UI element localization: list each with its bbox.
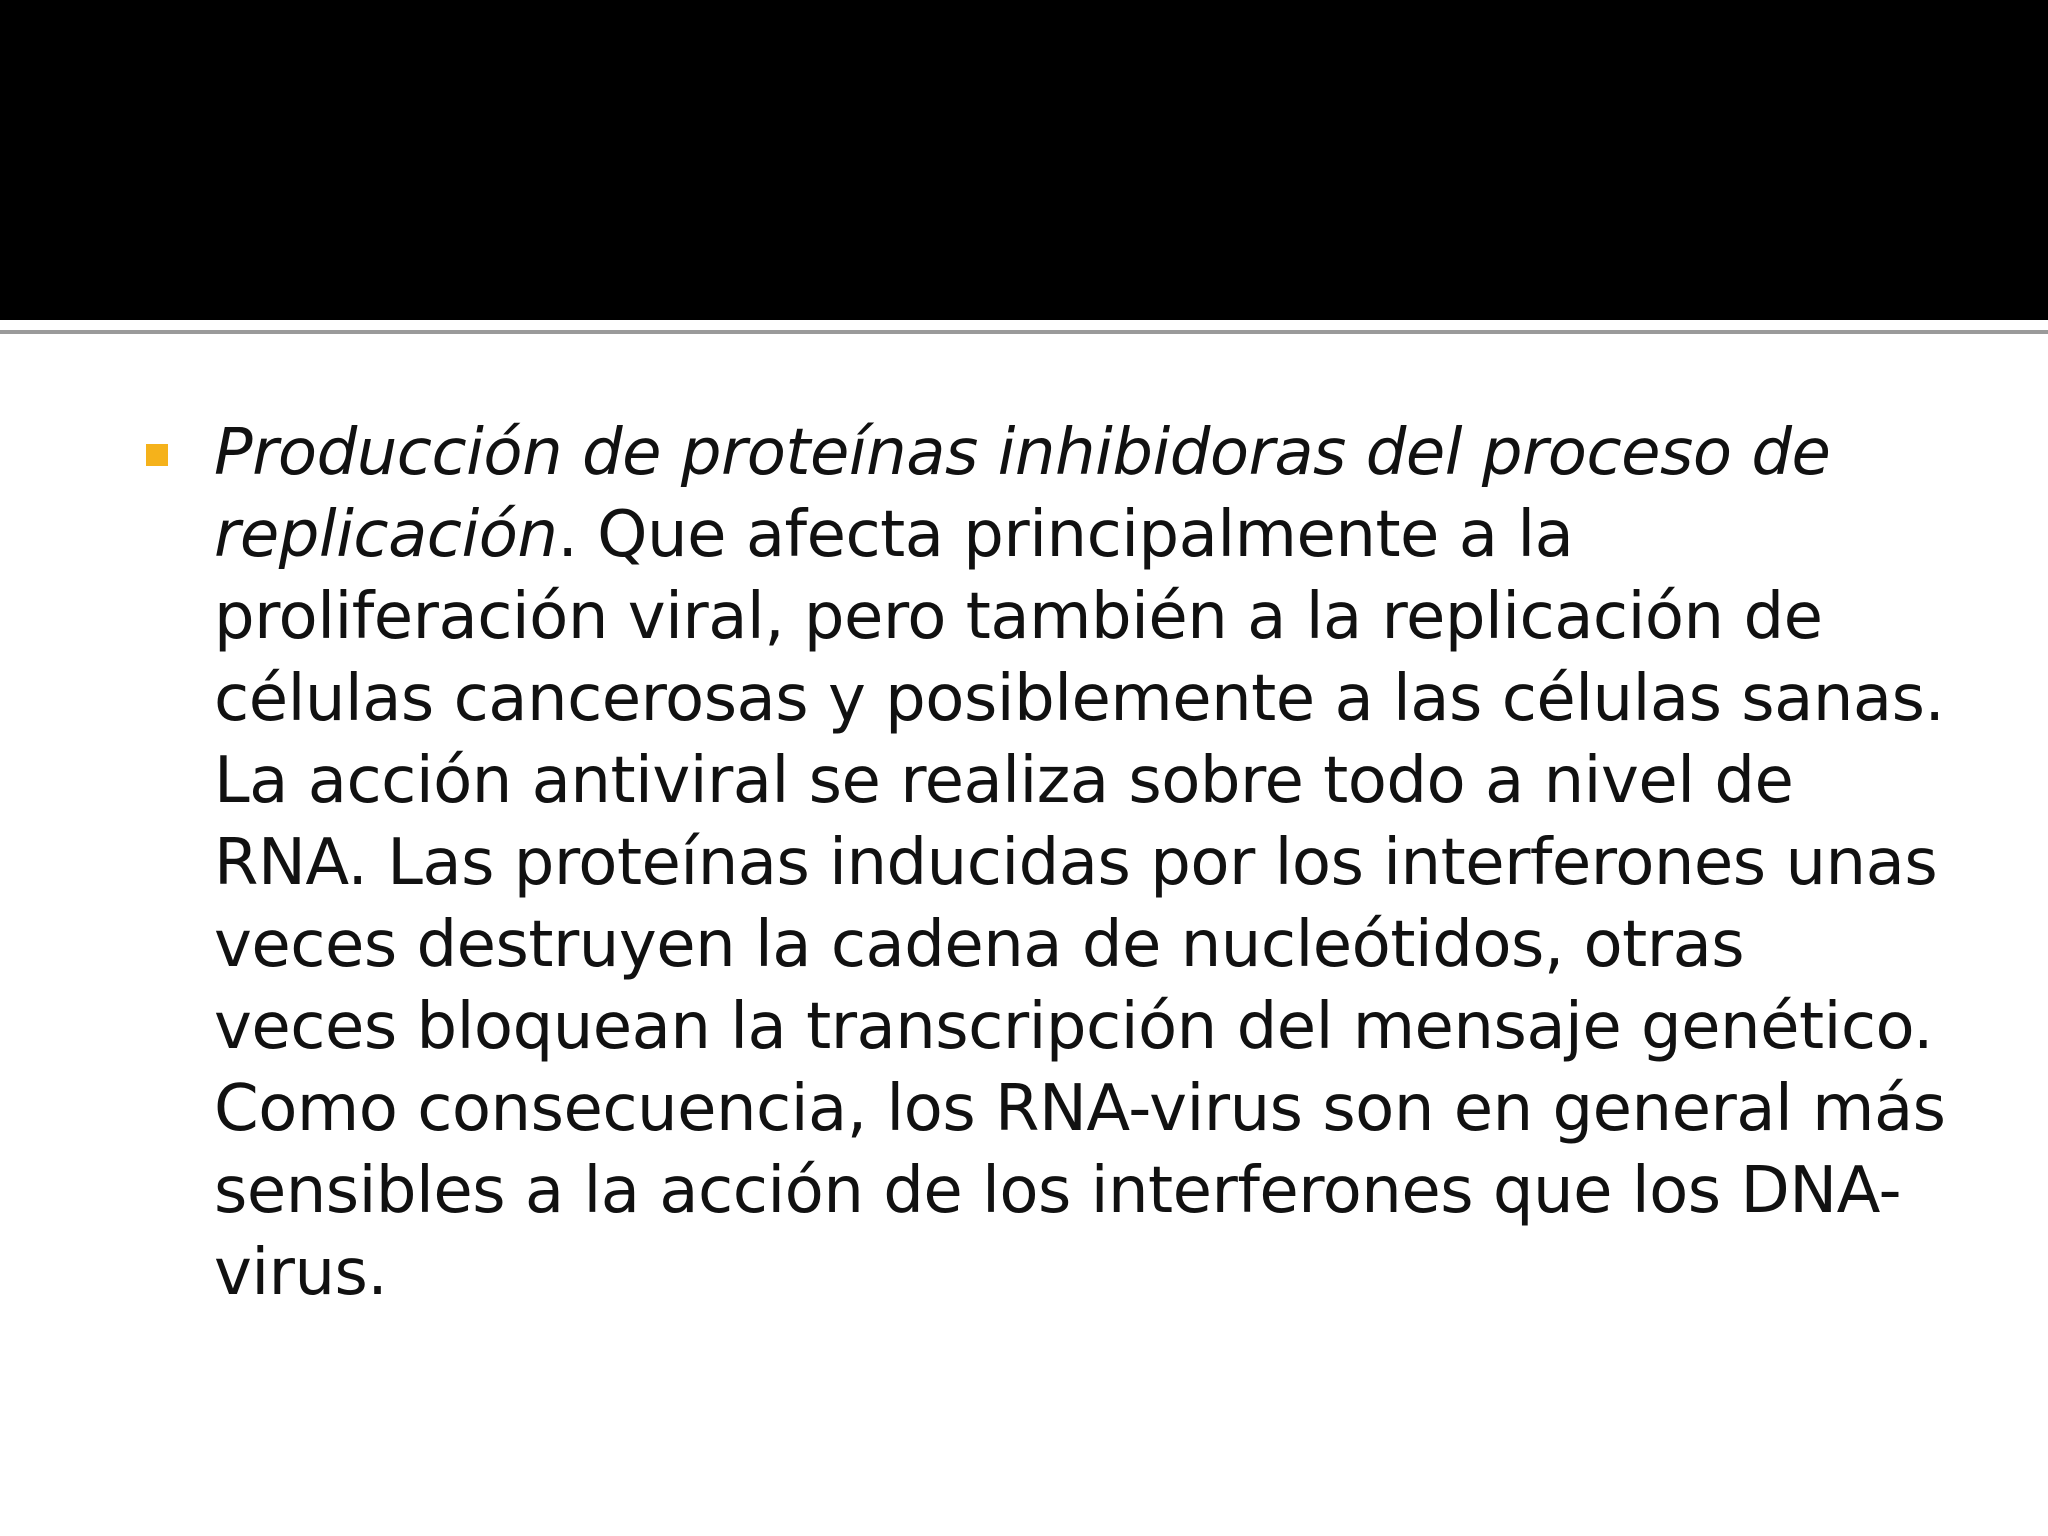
title-band [0, 0, 2048, 320]
bullet-lead-text: Producción de proteínas inhibidoras del proceso de replicación [214, 416, 1831, 572]
bullet-item [146, 412, 1946, 1314]
title-divider [0, 330, 2048, 334]
bullet-body-text: . Que afecta principalmente a la proliferación viral, pero también a la replicación de células cancerosas y posiblemente a las células sanas. La acción antiviral se realiza sobre todo a nivel de RNA. Las proteínas inducidas por los interferones unas veces destruyen la cadena de nucleótidos, otras veces bloquean la transcripción del mensaje genético. Como consecuencia, los RNA-virus son en general más sensibles a la acción de los interferones que los DNA-virus. [214, 498, 1946, 1310]
square-bullet-icon [146, 444, 168, 466]
slide-content [146, 412, 1946, 1314]
title-divider-light [0, 320, 2048, 326]
